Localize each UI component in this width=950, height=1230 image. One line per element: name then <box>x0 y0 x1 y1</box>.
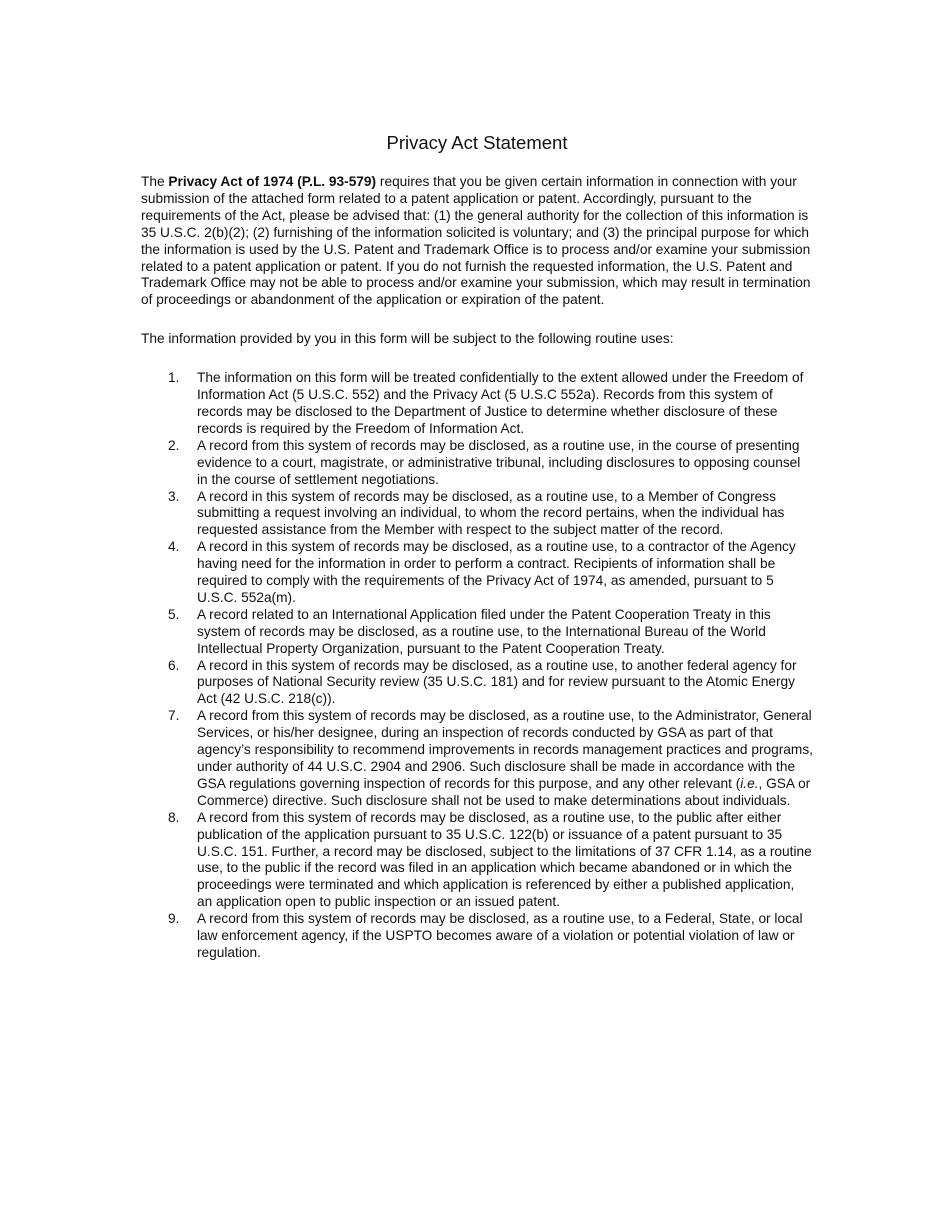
list-item-text: A record from this system of records may be disclosed, as a routine use, to the public after either publication of the application pursuant to 35 U.S.C. 122(b) or issuance of a patent pursuant to 35 U.S.C. 151. Further, a record may be disclosed, subject to the limitations of 37 CFR 1.14, as a routine use, to the public if the record was filed in an application which became abandoned or in which the proceedings were terminated and which application is referenced by either a published application, an application open to public inspection or an issued patent. <box>197 809 812 910</box>
list-item-text: A record in this system of records may be disclosed, as a routine use, to a Member of Congress submitting a request involving an individual, to whom the record pertains, when the individual has requested assistance from the Member with respect to the subject matter of the record. <box>197 488 785 538</box>
page-title: Privacy Act Statement <box>386 132 568 153</box>
list-item-number: 3. <box>168 488 180 504</box>
act-name: Privacy Act of 1974 (P.L. 93-579) <box>168 174 377 189</box>
list-item-number: 4. <box>168 539 180 555</box>
list-item-text: A record from this system of records may be disclosed, as a routine use, in the course of presenting evidence to a court, magistrate, or administrative tribunal, including disclosures to opposing counsel in the course of settlement negotiations. <box>197 437 801 487</box>
list-item <box>141 438 813 489</box>
list-item <box>141 810 813 911</box>
routine-uses-list <box>141 370 813 962</box>
opening-body: requires that you be given certain information in connection with your submission of the attached form related to a patent application or patent. Accordingly, pursuant to the requirements of the Act, please be advised that: (1) the general authority for the collection of this information is 35 U.S.C. 2(b)(2); (2) furnishing of the information solicited is voluntary; and (3) the principal purpose for which the information is used by the U.S. Patent and Trademark Office is to process and/or examine your submission related to a patent application or patent. If you do not furnish the requested information, the U.S. Patent and Trademark Office may not be able to process and/or examine your submission, which may result in termination of proceedings or abandonment of the application or expiration of the patent. <box>141 174 811 308</box>
list-item <box>141 370 813 438</box>
opening-paragraph <box>141 174 813 309</box>
list-item-text: A record in this system of records may be disclosed, as a routine use, to another federal agency for purposes of National Security review (35 U.S.C. 181) and for review pursuant to the Atomic Energy Act (42 U.S.C. 218(c)). <box>197 657 797 707</box>
list-item <box>141 489 813 540</box>
list-item-text-before-italic: A record from this system of records may be disclosed, as a routine use, to the Administrator, General Services, or his/her designee, during an inspection of records conducted by GSA as part of that agency’s responsibility to recommend improvements in records management practices and programs, under authority of 44 U.S.C. 2904 and 2906. Such disclosure shall be made in accordance with the GSA regulations governing inspection of records for this purpose, and any other relevant ( <box>197 708 813 791</box>
list-item <box>141 658 813 709</box>
list-item-text: A record from this system of records may be disclosed, as a routine use, to a Federal, State, or local law enforcement agency, if the USPTO becomes aware of a violation or potential violation of law or regulation. <box>197 911 803 960</box>
list-item <box>141 708 813 809</box>
list-item-italic: i.e. <box>740 775 759 791</box>
list-item-number: 2. <box>168 437 180 453</box>
list-item-text: A record in this system of records may be disclosed, as a routine use, to a contractor of the Agency having need for the information in order to perform a contract. Recipients of information shall be required to comply with the requirements of the Privacy Act of 1974, as amended, pursuant to 5 U.S.C. 552a(m). <box>197 539 796 605</box>
list-item-text: A record related to an International Application filed under the Patent Cooperation Treaty in this system of records may be disclosed, as a routine use, to the International Bureau of the World Intellectual Property Organization, pursuant to the Patent Cooperation Treaty. <box>197 606 771 656</box>
list-item <box>141 607 813 658</box>
list-item-number: 7. <box>168 708 180 724</box>
list-item-number: 1. <box>168 370 180 386</box>
list-item-number: 5. <box>168 606 180 622</box>
list-item-text: The information on this form will be treated confidentially to the extent allowed under the Freedom of Information Act (5 U.S.C. 552) and the Privacy Act (5 U.S.C 552a). Records from this system of records may be disclosed to the Department of Justice to determine whether disclosure of these records is required by the Freedom of Information Act. <box>197 370 804 436</box>
list-item <box>141 911 813 962</box>
list-item-number: 9. <box>168 911 180 927</box>
list-item-number: 6. <box>168 657 180 673</box>
list-item <box>141 539 813 607</box>
document-page <box>141 132 813 962</box>
list-item-number: 8. <box>168 809 180 825</box>
opening-prefix: The <box>141 174 169 189</box>
routine-uses-intro: The information provided by you in this form will be subject to the following routine uses: <box>141 331 674 347</box>
list-item-text-after-italic: , GSA or Commerce) directive. Such disclosure shall not be used to make determinations about individuals. <box>197 775 811 808</box>
